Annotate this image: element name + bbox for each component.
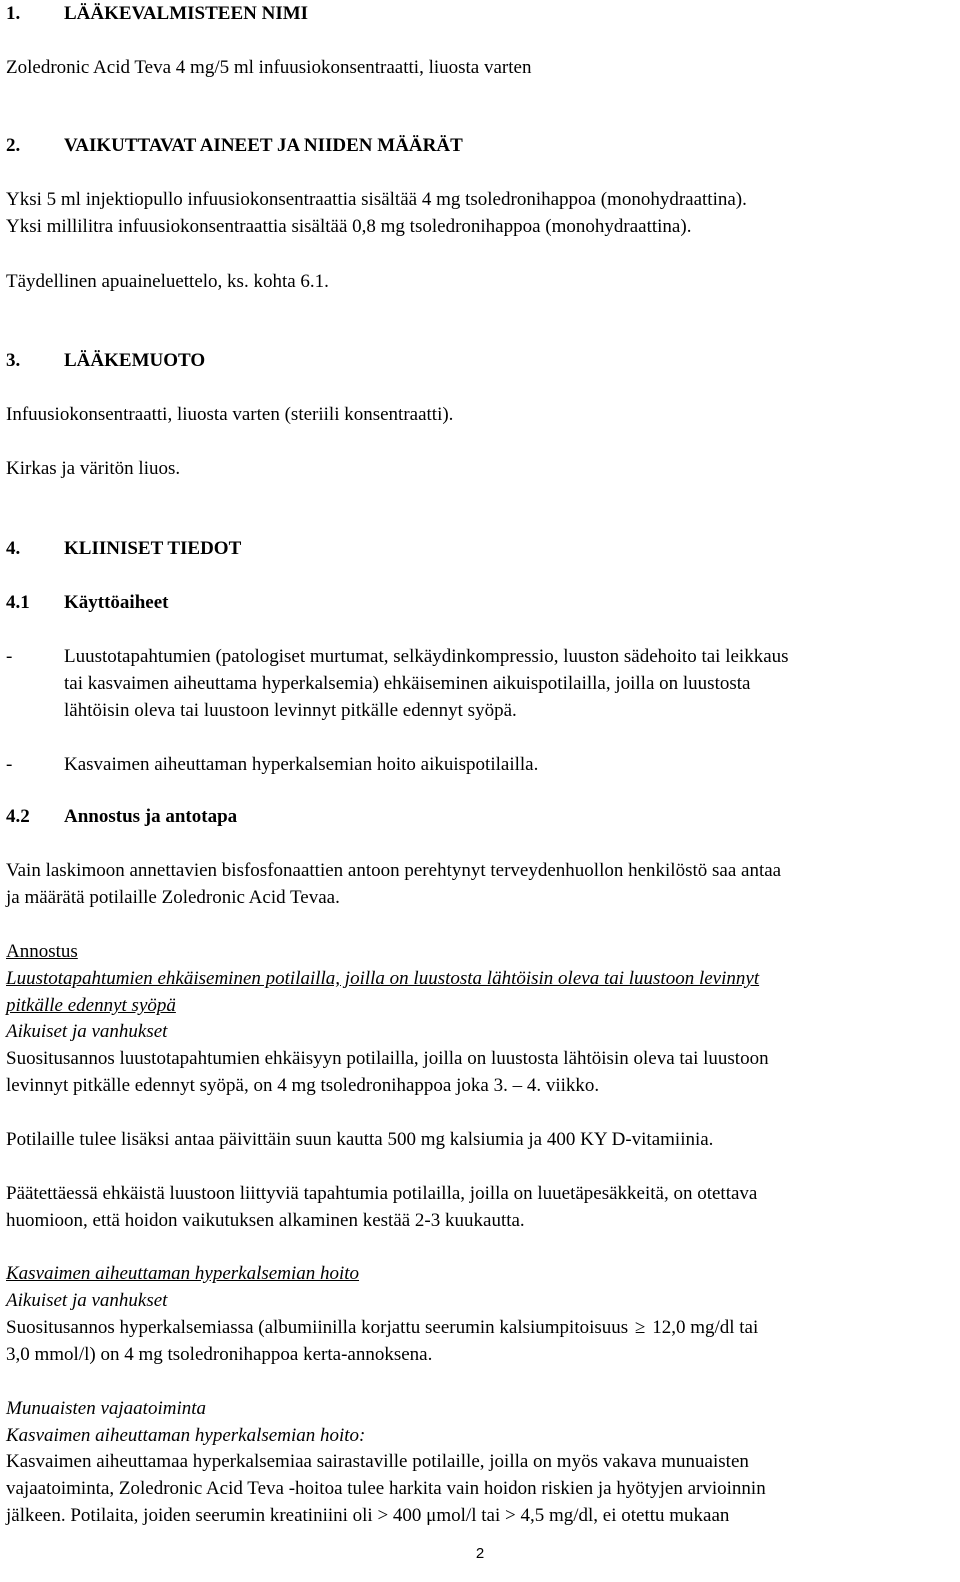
- section-title: VAIKUTTAVAT AINEET JA NIIDEN MÄÄRÄT: [64, 135, 463, 156]
- renal-text: jälkeen. Potilaita, joiden seerumin kreatiniini oli > 400 μmol/l tai > 4,5 mg/dl, ei otettu mukaan: [6, 1505, 730, 1526]
- skeletal-events-subheading: pitkälle edennyt syöpä: [6, 995, 176, 1016]
- section-number: 4.: [6, 538, 21, 559]
- section-title: LÄÄKEVALMISTEEN NIMI: [64, 3, 309, 24]
- renal-text: vajaatoiminta, Zoledronic Acid Teva -hoitoa tulee harkita vain hoidon riskien ja hyötyjen arvioinnin: [6, 1478, 766, 1499]
- bullet-dash: -: [6, 646, 13, 667]
- form-description: Kirkas ja väritön liuos.: [6, 458, 181, 479]
- indication-line: tai kasvaimen aiheuttama hyperkalsemia) ehkäiseminen aikuispotilailla, joilla on luustosta: [64, 673, 751, 694]
- section-number: 1.: [6, 3, 21, 24]
- hypercalcaemia-subheading: Kasvaimen aiheuttaman hyperkalsemian hoito: [6, 1263, 360, 1284]
- page-number: 2: [475, 1545, 485, 1562]
- section-title: Käyttöaiheet: [64, 592, 169, 613]
- dose-text-part: 12,0 mg/dl tai: [652, 1317, 759, 1338]
- administration-intro: Vain laskimoon annettavien bisfosfonaattien antoon perehtynyt terveydenhuollon henkilöstö saa antaa: [6, 860, 782, 881]
- adults-elderly-label: Aikuiset ja vanhukset: [6, 1290, 168, 1311]
- renal-text: Kasvaimen aiheuttamaa hyperkalsemiaa sairastaville potilaille, joilla on myös vakava munuaisten: [6, 1451, 749, 1472]
- section-number: 4.1: [6, 592, 30, 613]
- section-4-heading: [6, 535, 241, 562]
- excipients-reference: Täydellinen apuaineluettelo, ks. kohta 6.1.: [6, 271, 329, 292]
- section-4-2-heading: [6, 803, 237, 830]
- renal-hypercalcaemia-label: Kasvaimen aiheuttaman hyperkalsemian hoito:: [6, 1425, 366, 1446]
- onset-text: Päätettäessä ehkäistä luustoon liittyviä tapahtumia potilailla, joilla on luuetäpesäkkeitä, on otettava: [6, 1183, 758, 1204]
- skeletal-events-subheading: Luustotapahtumien ehkäiseminen potilailla, joilla on luustosta lähtöisin oleva tai luustoon levinnyt: [6, 968, 760, 989]
- dose-text-part: Suositusannos hyperkalsemiassa (albumiinilla korjattu seerumin kalsiumpitoisuus: [6, 1317, 629, 1338]
- section-1-heading: [6, 0, 308, 27]
- section-title: KLIINISET TIEDOT: [64, 538, 242, 559]
- composition-line: Yksi 5 ml injektiopullo infuusiokonsentraattia sisältää 4 mg tsoledronihappoa (monohydraattina).: [6, 189, 747, 210]
- renal-impairment-label: Munuaisten vajaatoiminta: [6, 1398, 207, 1419]
- indication-line: Luustotapahtumien (patologiset murtumat, selkäydinkompressio, luuston sädehoito tai leikkaus: [64, 646, 789, 667]
- composition-line: Yksi millilitra infuusiokonsentraattia sisältää 0,8 mg tsoledronihappoa (monohydraattina).: [6, 216, 692, 237]
- hypercalcaemia-dose-text: 3,0 mmol/l) on 4 mg tsoledronihappoa kerta-annoksena.: [6, 1344, 433, 1365]
- section-number: 2.: [6, 135, 21, 156]
- greater-equal-symbol: ≥: [634, 1317, 646, 1338]
- indication-line: lähtöisin oleva tai luustoon levinnyt pitkälle edennyt syöpä.: [64, 700, 517, 721]
- form-line: Infuusiokonsentraatti, liuosta varten (steriili konsentraatti).: [6, 404, 454, 425]
- hypercalcaemia-dose-text: [6, 1314, 758, 1341]
- indication-line: Kasvaimen aiheuttaman hyperkalsemian hoito aikuispotilailla.: [64, 754, 539, 775]
- section-number: 4.2: [6, 806, 30, 827]
- section-title: LÄÄKEMUOTO: [64, 350, 206, 371]
- product-name: Zoledronic Acid Teva 4 mg/5 ml infuusiokonsentraatti, liuosta varten: [6, 57, 532, 78]
- adults-elderly-label: Aikuiset ja vanhukset: [6, 1021, 168, 1042]
- calcium-supplement-text: Potilaille tulee lisäksi antaa päivittäin suun kautta 500 mg kalsiumia ja 400 KY D-vitamiinia.: [6, 1129, 714, 1150]
- section-3-heading: [6, 347, 205, 374]
- section-title: Annostus ja antotapa: [64, 806, 238, 827]
- bullet-dash: -: [6, 754, 13, 775]
- section-number: 3.: [6, 350, 21, 371]
- section-2-heading: [6, 132, 463, 159]
- dosage-subheading: Annostus: [6, 941, 78, 962]
- onset-text: huomioon, että hoidon vaikutuksen alkaminen kestää 2-3 kuukautta.: [6, 1210, 525, 1231]
- dose-text: levinnyt pitkälle edennyt syöpä, on 4 mg tsoledronihappoa joka 3. – 4. viikko.: [6, 1075, 600, 1096]
- dose-text: Suositusannos luustotapahtumien ehkäisyyn potilailla, joilla on luustosta lähtöisin oleva tai luustoon: [6, 1048, 769, 1069]
- administration-intro: ja määrätä potilaille Zoledronic Acid Tevaa.: [6, 887, 340, 908]
- section-4-1-heading: [6, 589, 168, 616]
